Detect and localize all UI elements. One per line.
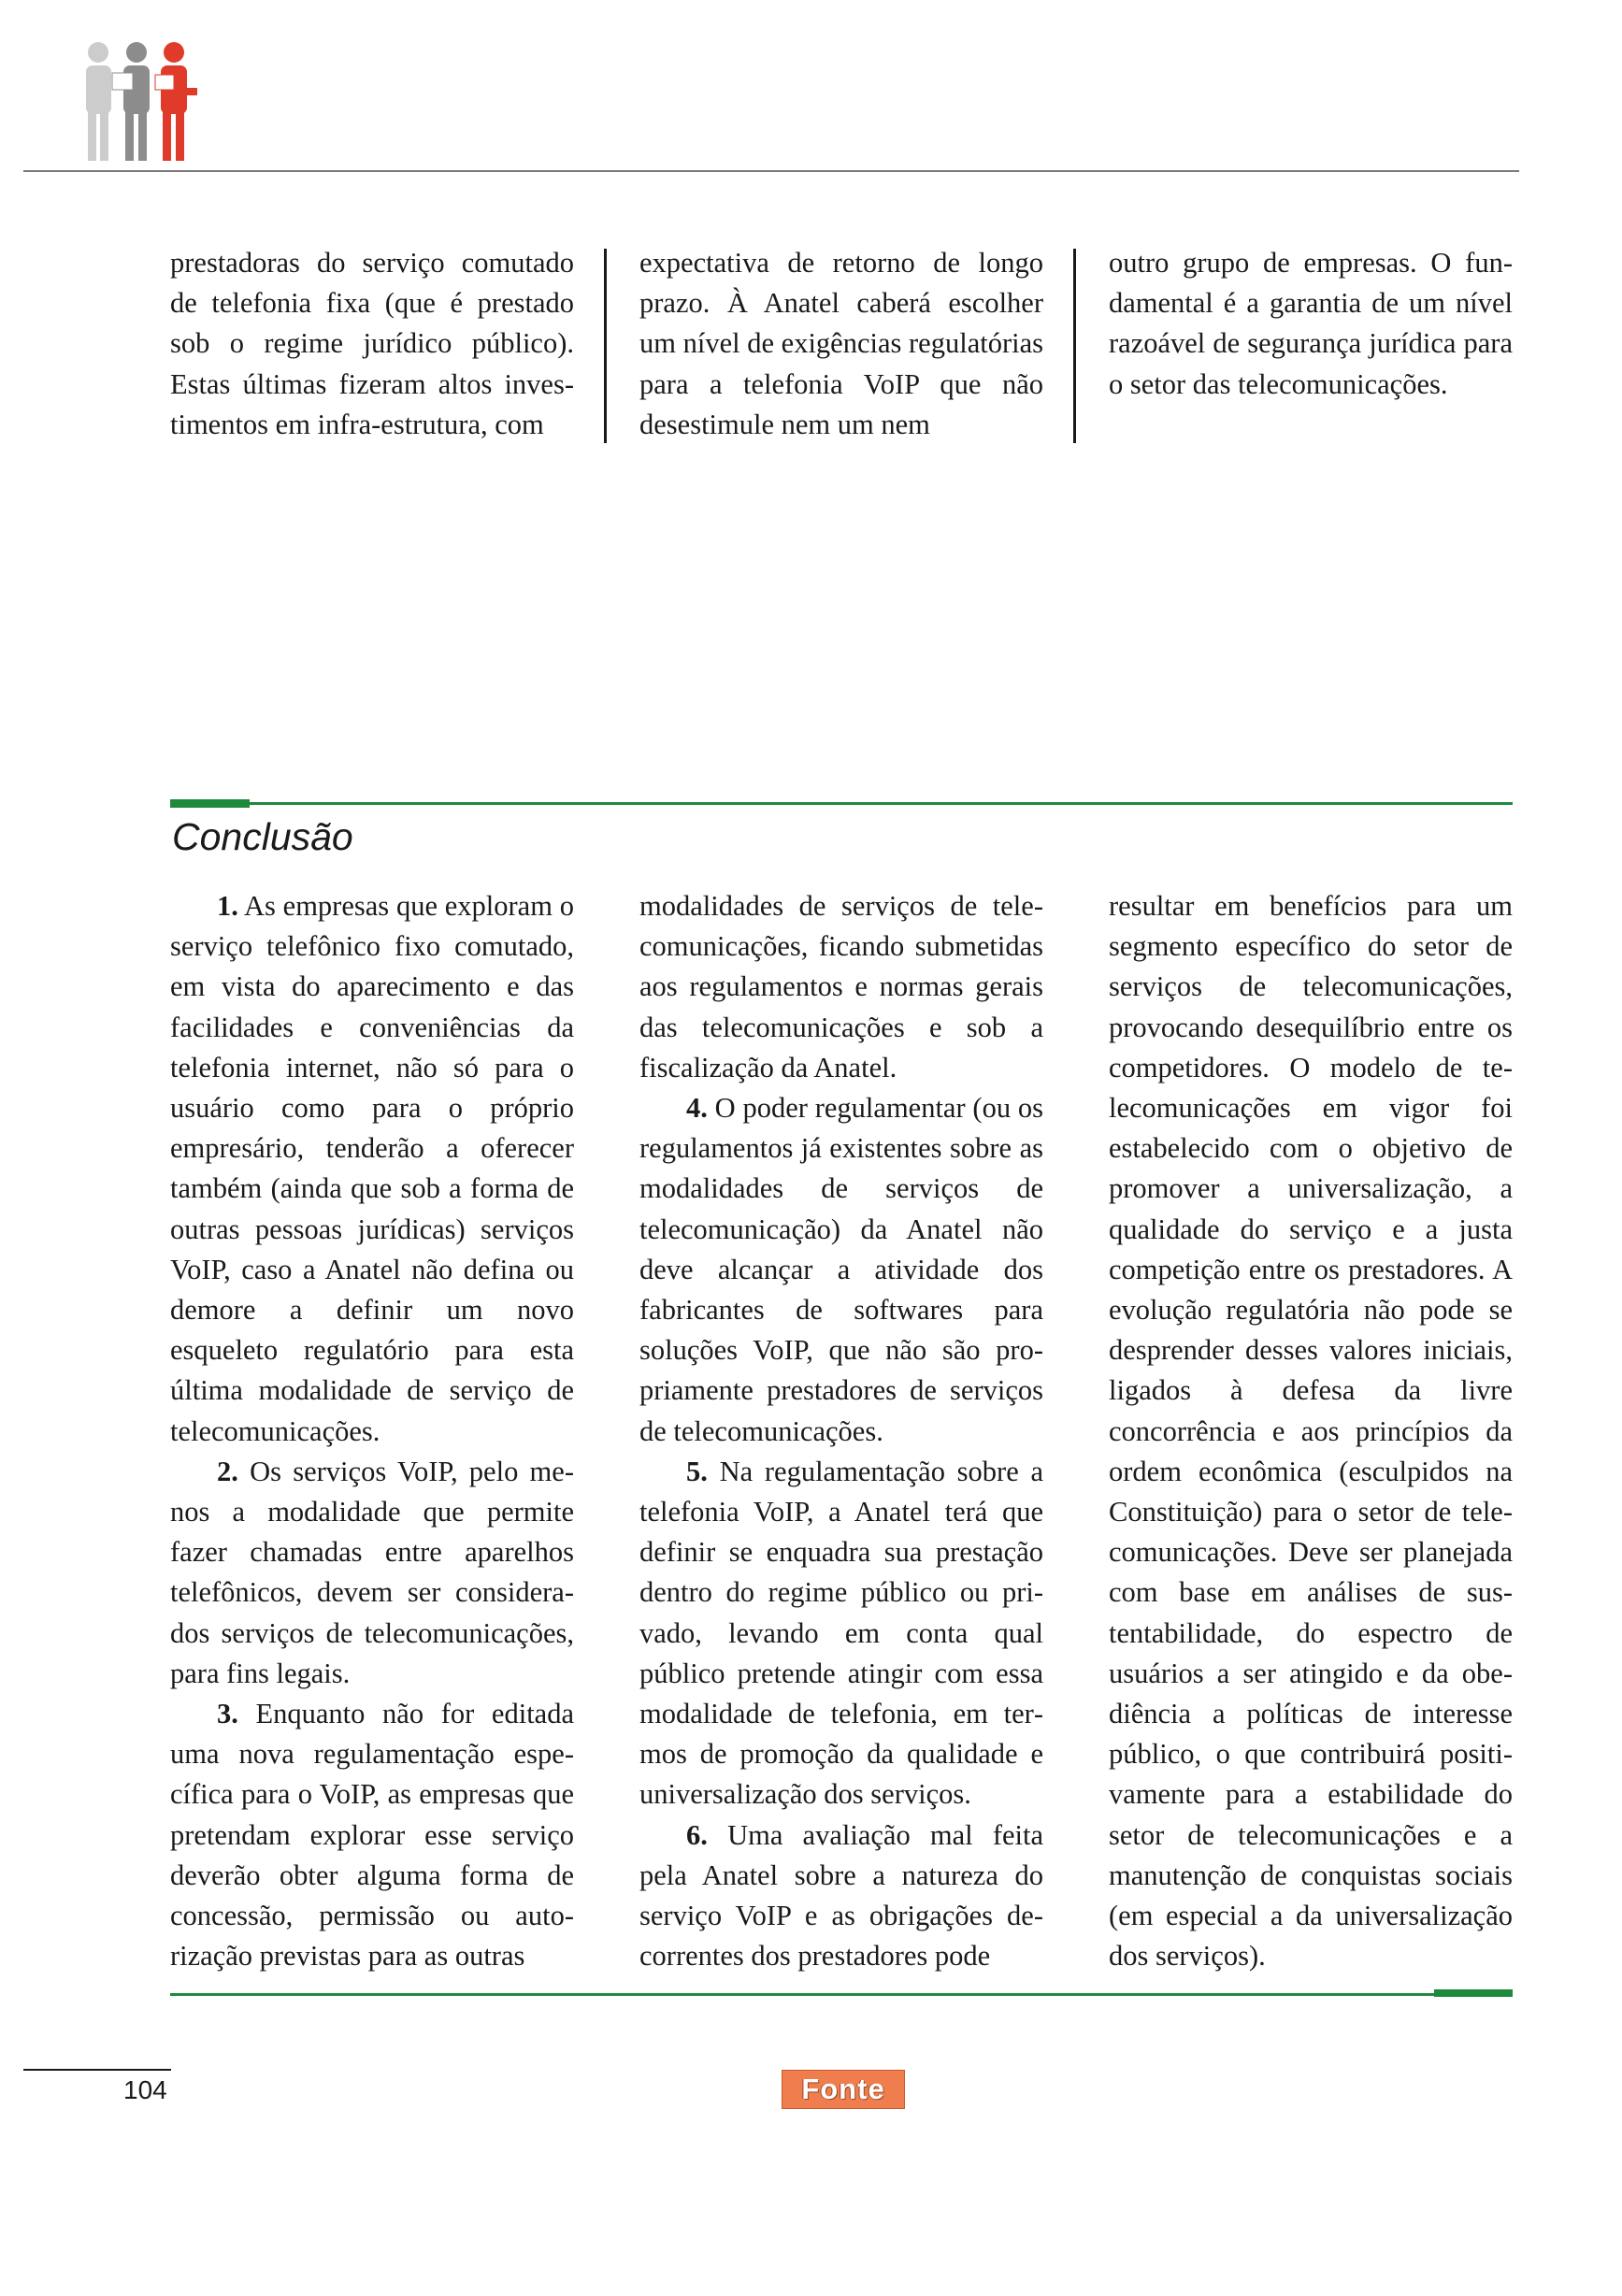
section-rule-accent [170, 799, 250, 808]
conclusion-item-4 [639, 1088, 1043, 1452]
conclusion-item-6-continued: resultar em benefícios para um segmento específico do setor de serviços de telecomunicações, provocando desequilíbrio entre os competidores. O modelo de telecomunicações em vigor foi estabelecido com o objetivo de promover a universalização, a qualidade do serviço e a justa competição entre os prestadores. A evolução regulatória não pode se desprender desses valores iniciais, ligados à defesa da livre concorrência e aos princípios da ordem econômica (esculpidos na Constituição) para o setor de telecomunicações. Deve ser planejada com base em análises de sustentabilidade, do espectro de usuários a ser atingido e da obediência a políticas de interesse público, o que contribuirá positivamente para a estabilidade do setor de telecomunicações e a manutenção de conquistas sociais (em especial a da universalização dos serviços). [1109, 890, 1513, 1973]
item-text: Enquanto não for editada uma nova regulamentação específica para o VoIP, as empresas que pretendam explorar esse serviço deverão obter alguma forma de concessão, permissão ou autorização previstas para as outras [170, 1698, 574, 1973]
section-bottom-rule-accent [1434, 1989, 1513, 1997]
item-text: O poder regulamentar (ou os regulamentos já existentes sobre as modalidades de serviços de telecomunicação) da Anatel não deve alcançar a atividade dos fabricantes de softwares para soluções VoIP, que não são propriamente prestadores de serviços de telecomunicações. [639, 1092, 1043, 1447]
text-column-3 [1109, 243, 1513, 445]
item-number: 2. [217, 1455, 238, 1487]
column-divider [604, 249, 607, 443]
conclusion-item-3-continued: modalidades de serviços de telecomunicações, ficando submetidas aos regulamentos e normas gerais das telecomunicações e sob a fiscalização da Anatel. [639, 890, 1043, 1083]
section-rule [170, 802, 1513, 805]
item-text: Os serviços VoIP, pelo menos a modalidade que permite fazer chamadas entre aparelhos telefônicos, devem ser considerados serviços de telecomunicações, para fins legais. [170, 1455, 574, 1689]
paragraph: expectativa de retorno de longo prazo. À Anatel caberá escolher um nível de exigências regulatórias para a telefonia VoIP que não desestimule nem um nem [639, 247, 1043, 440]
conclusion-item-6 [639, 1815, 1043, 1977]
header-rule [23, 170, 1519, 172]
paragraph: outro grupo de empresas. O fundamental é a garantia de um nível razoável de segurança jurídica para o setor das telecomunicações. [1109, 247, 1513, 400]
conclusion-columns [170, 886, 1513, 1976]
item-text: Na regulamentação sobre a telefonia VoIP, a Anatel terá que definir se enquadra sua prestação dentro do regime público ou privado, levando em conta qual público pretende atingir com essa modalidade de telefonia, em termos de promoção da qualidade e universalização dos serviços. [639, 1455, 1043, 1811]
footer-rule [23, 2069, 171, 2071]
item-number: 5. [686, 1455, 708, 1487]
page-number: 104 [123, 2075, 167, 2104]
section-title: Conclusão [172, 815, 353, 858]
item-number: 1. [217, 890, 238, 922]
conclusion-item-2 [170, 1452, 574, 1694]
column-divider [1073, 249, 1076, 443]
section-bottom-rule [170, 1993, 1513, 1996]
conclusion-column-3 [1109, 886, 1513, 1976]
paragraph: prestadoras do serviço comutado de telefonia fixa (que é prestado sob o regime jurídico público). Estas últimas fizeram altos investimentos em infra-estrutura, com [170, 247, 574, 440]
fonte-logo-text: Fonte [801, 2073, 885, 2105]
text-column-2 [639, 243, 1043, 445]
item-number: 6. [686, 1818, 708, 1851]
item-number: 4. [686, 1092, 708, 1125]
item-text: As empresas que exploram o serviço telefônico fixo comutado, em vista do aparecimento e das facilidades e conveniências da telefonia internet, não só para o usuário como para o próprio empresário, tenderão a oferecer também (ainda que sob a forma de outras pessoas jurídicas) serviços VoIP, caso a Anatel não defina ou demore a definir um novo esqueleto regulatório para esta última modalidade de serviço de telecomunicações. [170, 890, 574, 1447]
item-number: 3. [217, 1698, 238, 1730]
conclusion-item-3 [170, 1694, 574, 1976]
fonte-logo-badge [782, 2070, 905, 2109]
conclusion-column-1 [170, 886, 574, 1976]
conclusion-column-2 [639, 886, 1043, 1976]
continued-text-columns [170, 243, 1513, 445]
conclusion-item-5 [639, 1452, 1043, 1815]
item-text: Uma avaliação mal feita pela Anatel sobre a natureza do serviço VoIP e as obrigações decorrentes dos prestadores pode [639, 1818, 1043, 1973]
conclusion-item-1 [170, 886, 574, 1452]
text-column-1 [170, 243, 574, 445]
three-people-logo-icon [75, 34, 215, 174]
